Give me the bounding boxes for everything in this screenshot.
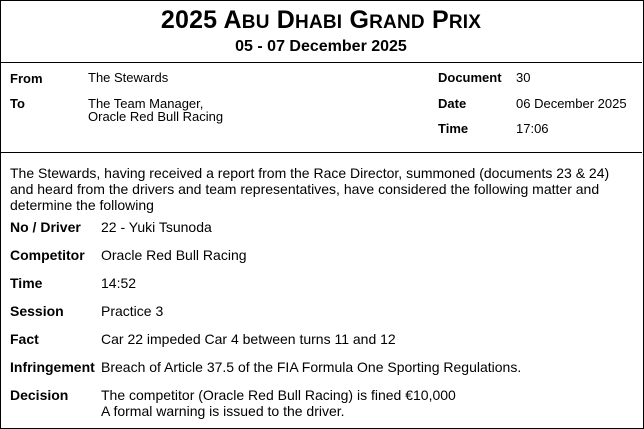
title-word-2: DHABI <box>276 6 343 34</box>
document-header <box>0 0 642 63</box>
infringement-label: Infringement <box>10 359 95 375</box>
event-dates: 05 - 07 December 2025 <box>235 38 407 55</box>
title-year: 2025 <box>160 6 218 34</box>
from-label: From <box>10 71 43 86</box>
session-label: Session <box>10 303 64 319</box>
driver-label: No / Driver <box>10 219 81 235</box>
to-value-line2: Oracle Red Bull Racing <box>88 109 224 124</box>
decision-body <box>0 153 642 427</box>
to-value-line1: The Team Manager, <box>88 96 204 111</box>
competitor-value: Oracle Red Bull Racing <box>101 247 247 263</box>
decision-label: Decision <box>10 387 69 403</box>
document-number: 30 <box>516 70 531 85</box>
infringement-value: Breach of Article 37.5 of the FIA Formula One Sporting Regulations. <box>101 359 522 375</box>
date-value: 06 December 2025 <box>516 96 627 111</box>
decision-value: The competitor (Oracle Red Bull Racing) is fined €10,000 <box>101 387 456 403</box>
time-value: 17:06 <box>516 121 549 136</box>
driver-value: 22 - Yuki Tsunoda <box>101 219 212 235</box>
fact-label: Fact <box>10 331 39 347</box>
document-title <box>0 6 642 37</box>
title-word-3: GRAND <box>349 6 425 34</box>
document-label: Document <box>438 70 502 85</box>
to-label: To <box>10 96 25 111</box>
time-label: Time <box>438 121 469 136</box>
date-label: Date <box>438 96 467 111</box>
session-value: Practice 3 <box>101 303 164 319</box>
from-value: The Stewards <box>88 70 169 85</box>
title-word-1: ABU <box>223 6 270 34</box>
decision-value-line2: A formal warning is issued to the driver. <box>101 403 345 419</box>
incident-time-value: 14:52 <box>101 275 137 291</box>
intro-paragraph: The Stewards, having received a report from the Race Director, summoned (documents 23 & 24) and heard from the drivers and team representatives, have considered the following matter and determine the following <box>10 165 610 213</box>
document-meta <box>0 63 642 153</box>
title-word-4: PRIX <box>431 6 482 34</box>
incident-time-label: Time <box>10 275 43 291</box>
fact-value: Car 22 impeded Car 4 between turns 11 and 12 <box>101 331 396 347</box>
competitor-label: Competitor <box>10 247 85 263</box>
